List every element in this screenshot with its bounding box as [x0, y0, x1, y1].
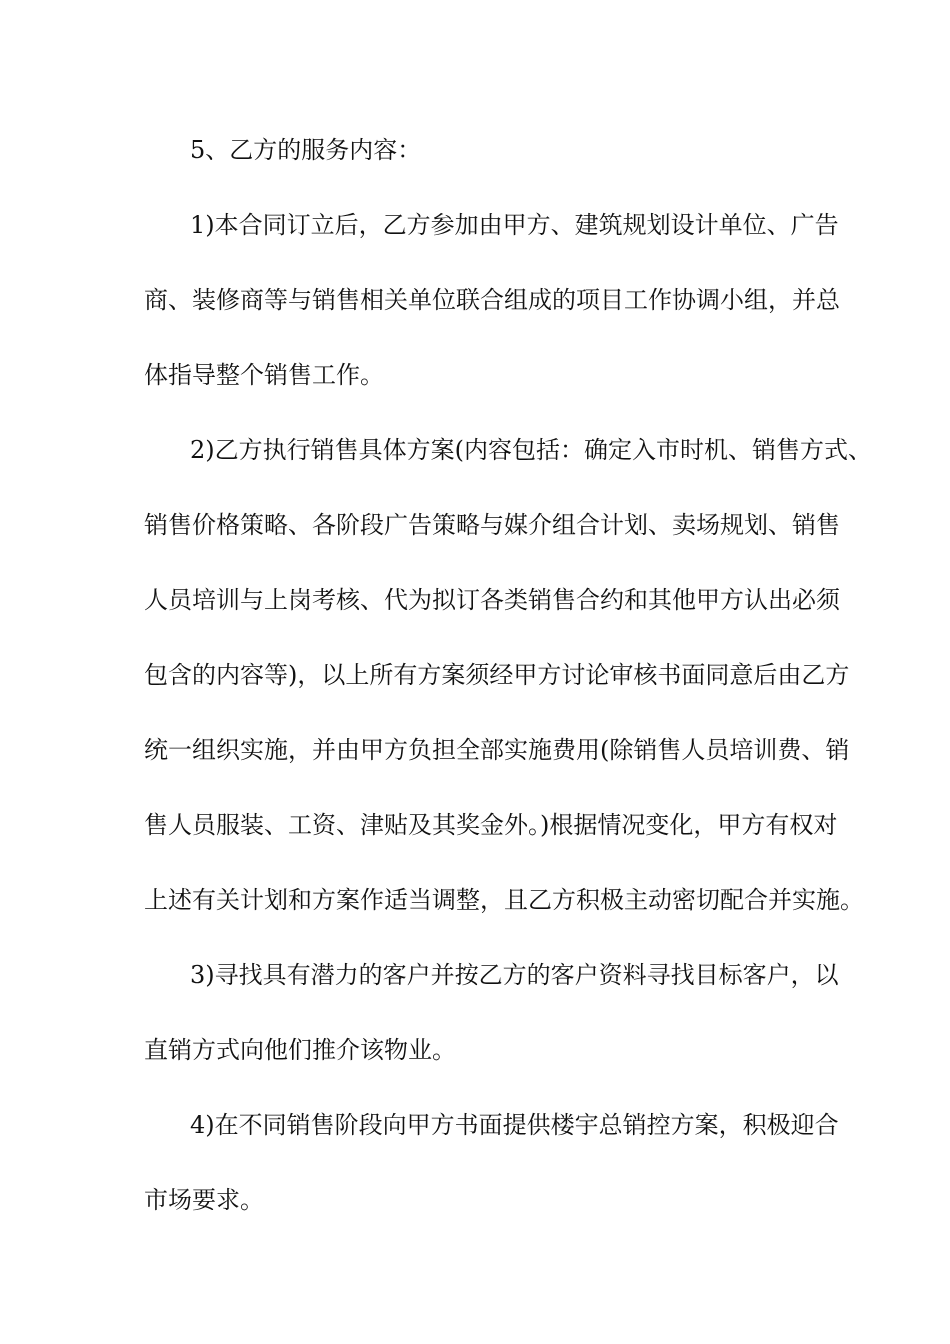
- paragraph-2-line-4: 包含的内容等)，以上所有方案须经甲方讨论审核书面同意后由乙方: [144, 661, 850, 689]
- paragraph-1-line-3: 体指导整个销售工作。: [144, 361, 384, 389]
- paragraph-1-line-2: 商、装修商等与销售相关单位联合组成的项目工作协调小组，并总: [144, 286, 840, 314]
- paragraph-2-line-1: 2)乙方执行销售具体方案(内容包括：确定入市时机、销售方式、: [190, 436, 872, 464]
- section-heading: 5、乙方的服务内容：: [190, 136, 422, 164]
- paragraph-3-line-1: 3)寻找具有潜力的客户并按乙方的客户资料寻找目标客户，以: [190, 961, 839, 989]
- paragraph-2-line-3: 人员培训与上岗考核、代为拟订各类销售合约和其他甲方认出必须: [144, 586, 840, 614]
- paragraph-1-line-1: 1)本合同订立后，乙方参加由甲方、建筑规划设计单位、广告: [190, 211, 839, 239]
- paragraph-3-line-2: 直销方式向他们推介该物业。: [144, 1036, 456, 1064]
- paragraph-2-line-6: 售人员服装、工资、津贴及其奖金外。)根据情况变化，甲方有权对: [144, 811, 838, 839]
- paragraph-4-line-2: 市场要求。: [144, 1186, 264, 1214]
- paragraph-4-line-1: 4)在不同销售阶段向甲方书面提供楼宇总销控方案，积极迎合: [190, 1111, 839, 1139]
- paragraph-2-line-7: 上述有关计划和方案作适当调整，且乙方积极主动密切配合并实施。: [144, 886, 864, 914]
- paragraph-2-line-2: 销售价格策略、各阶段广告策略与媒介组合计划、卖场规划、销售: [144, 511, 840, 539]
- paragraph-2-line-5: 统一组织实施，并由甲方负担全部实施费用(除销售人员培训费、销: [144, 736, 850, 764]
